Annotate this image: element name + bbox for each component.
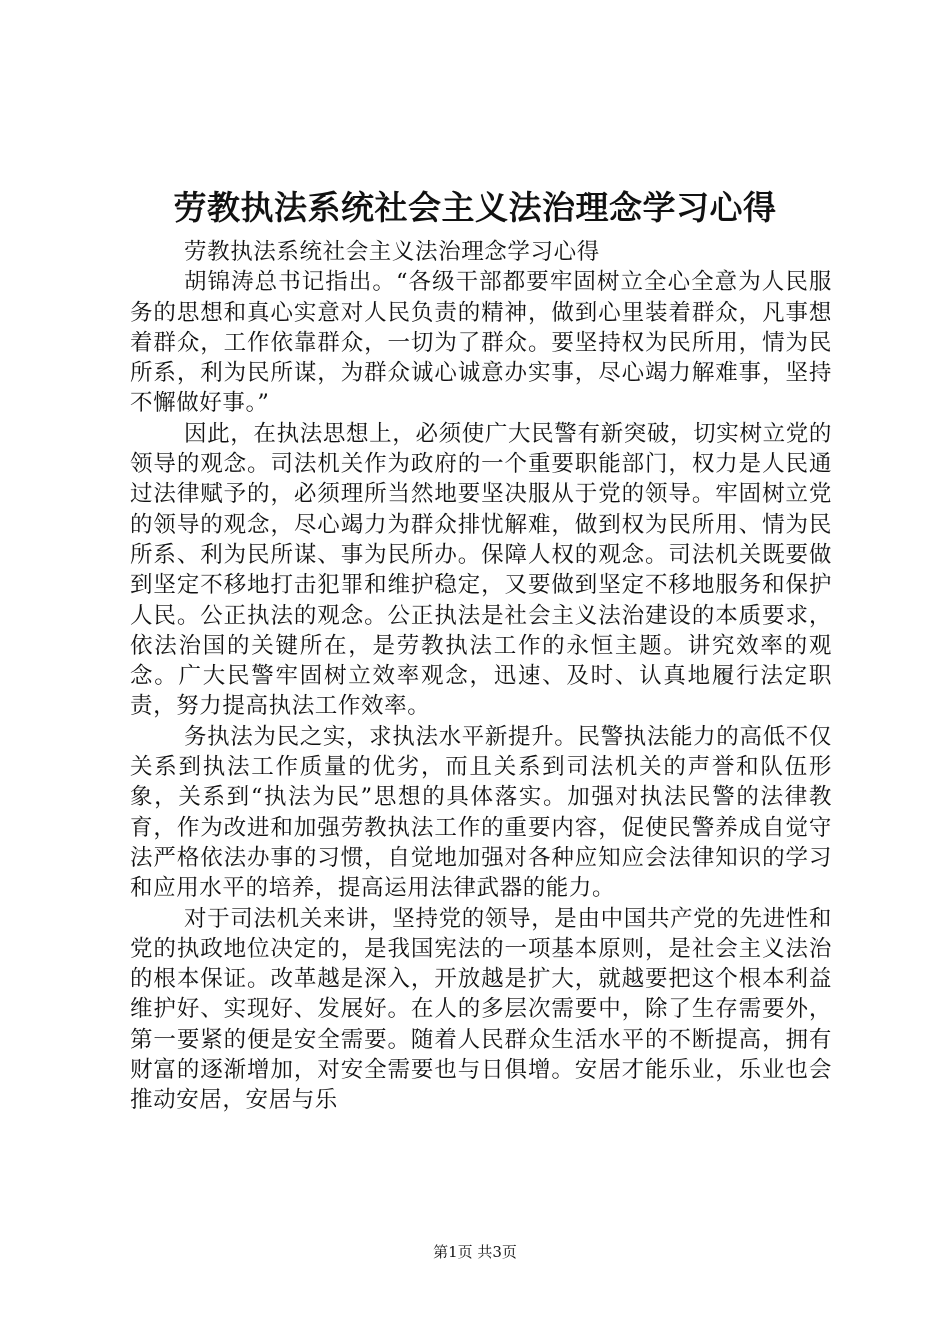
document-title: 劳教执法系统社会主义法治理念学习心得 [173,188,777,227]
page-number-footer: 第1页 共3页 [433,1243,517,1261]
body-paragraph: 务执法为民之实，求执法水平新提升。民警执法能力的高低不仅关系到执法工作质量的优劣，而且关系到司法机关的声誉和队伍形象，关系到“执法为民”思想的具体落实。加强对执法民警的法律教育，作为改进和加强劳教执法工作的重要内容，促使民警养成自觉守法严格依法办事的习惯，自觉地加强对各种应知应会法律知识的学习和应用水平的培养，提高运用法律武器的能力。 [130,723,832,902]
body-paragraph: 胡锦涛总书记指出。“各级干部都要牢固树立全心全意为人民服务的思想和真心实意对人民负责的精神，做到心里装着群众，凡事想着群众，工作依靠群众，一切为了群众。要坚持权为民所用，情为民所系，利为民所谋，为群众诚心诚意办实事，尽心竭力解难事，坚持不懈做好事。” [130,269,832,417]
body-paragraph: 对于司法机关来讲，坚持党的领导，是由中国共产党的先进性和党的执政地位决定的，是我国宪法的一项基本原则，是社会主义法治的根本保证。改革越是深入，开放越是扩大，就越要把这个根本利益维护好、实现好、发展好。在人的多层次需要中，除了生存需要外，第一要紧的便是安全需要。随着人民群众生活水平的不断提高，拥有财富的逐渐增加，对安全需要也与日俱增。安居才能乐业，乐业也会推动安居，安居与乐 [130,905,832,1114]
body-paragraph-subtitle: 劳教执法系统社会主义法治理念学习心得 [184,239,600,265]
document-body [130,237,832,1116]
body-paragraph: 因此，在执法思想上，必须使广大民警有新突破，切实树立党的领导的观念。司法机关作为政府的一个重要职能部门，权力是人民通过法律赋予的，必须理所当然地要坚决服从于党的领导。牢固树立党的领导的观念，尽心竭力为群众排忧解难，做到权为民所用、情为民所系、利为民所谋、事为民所办。保障人权的观念。司法机关既要做到坚定不移地打击犯罪和维护稳定，又要做到坚定不移地服务和保护人民。公正执法的观念。公正执法是社会主义法治建设的本质要求，依法治国的关键所在，是劳教执法工作的永恒主题。讲究效率的观念。广大民警牢固树立效率观念，迅速、及时、认真地履行法定职责，努力提高执法工作效率。 [130,420,832,720]
